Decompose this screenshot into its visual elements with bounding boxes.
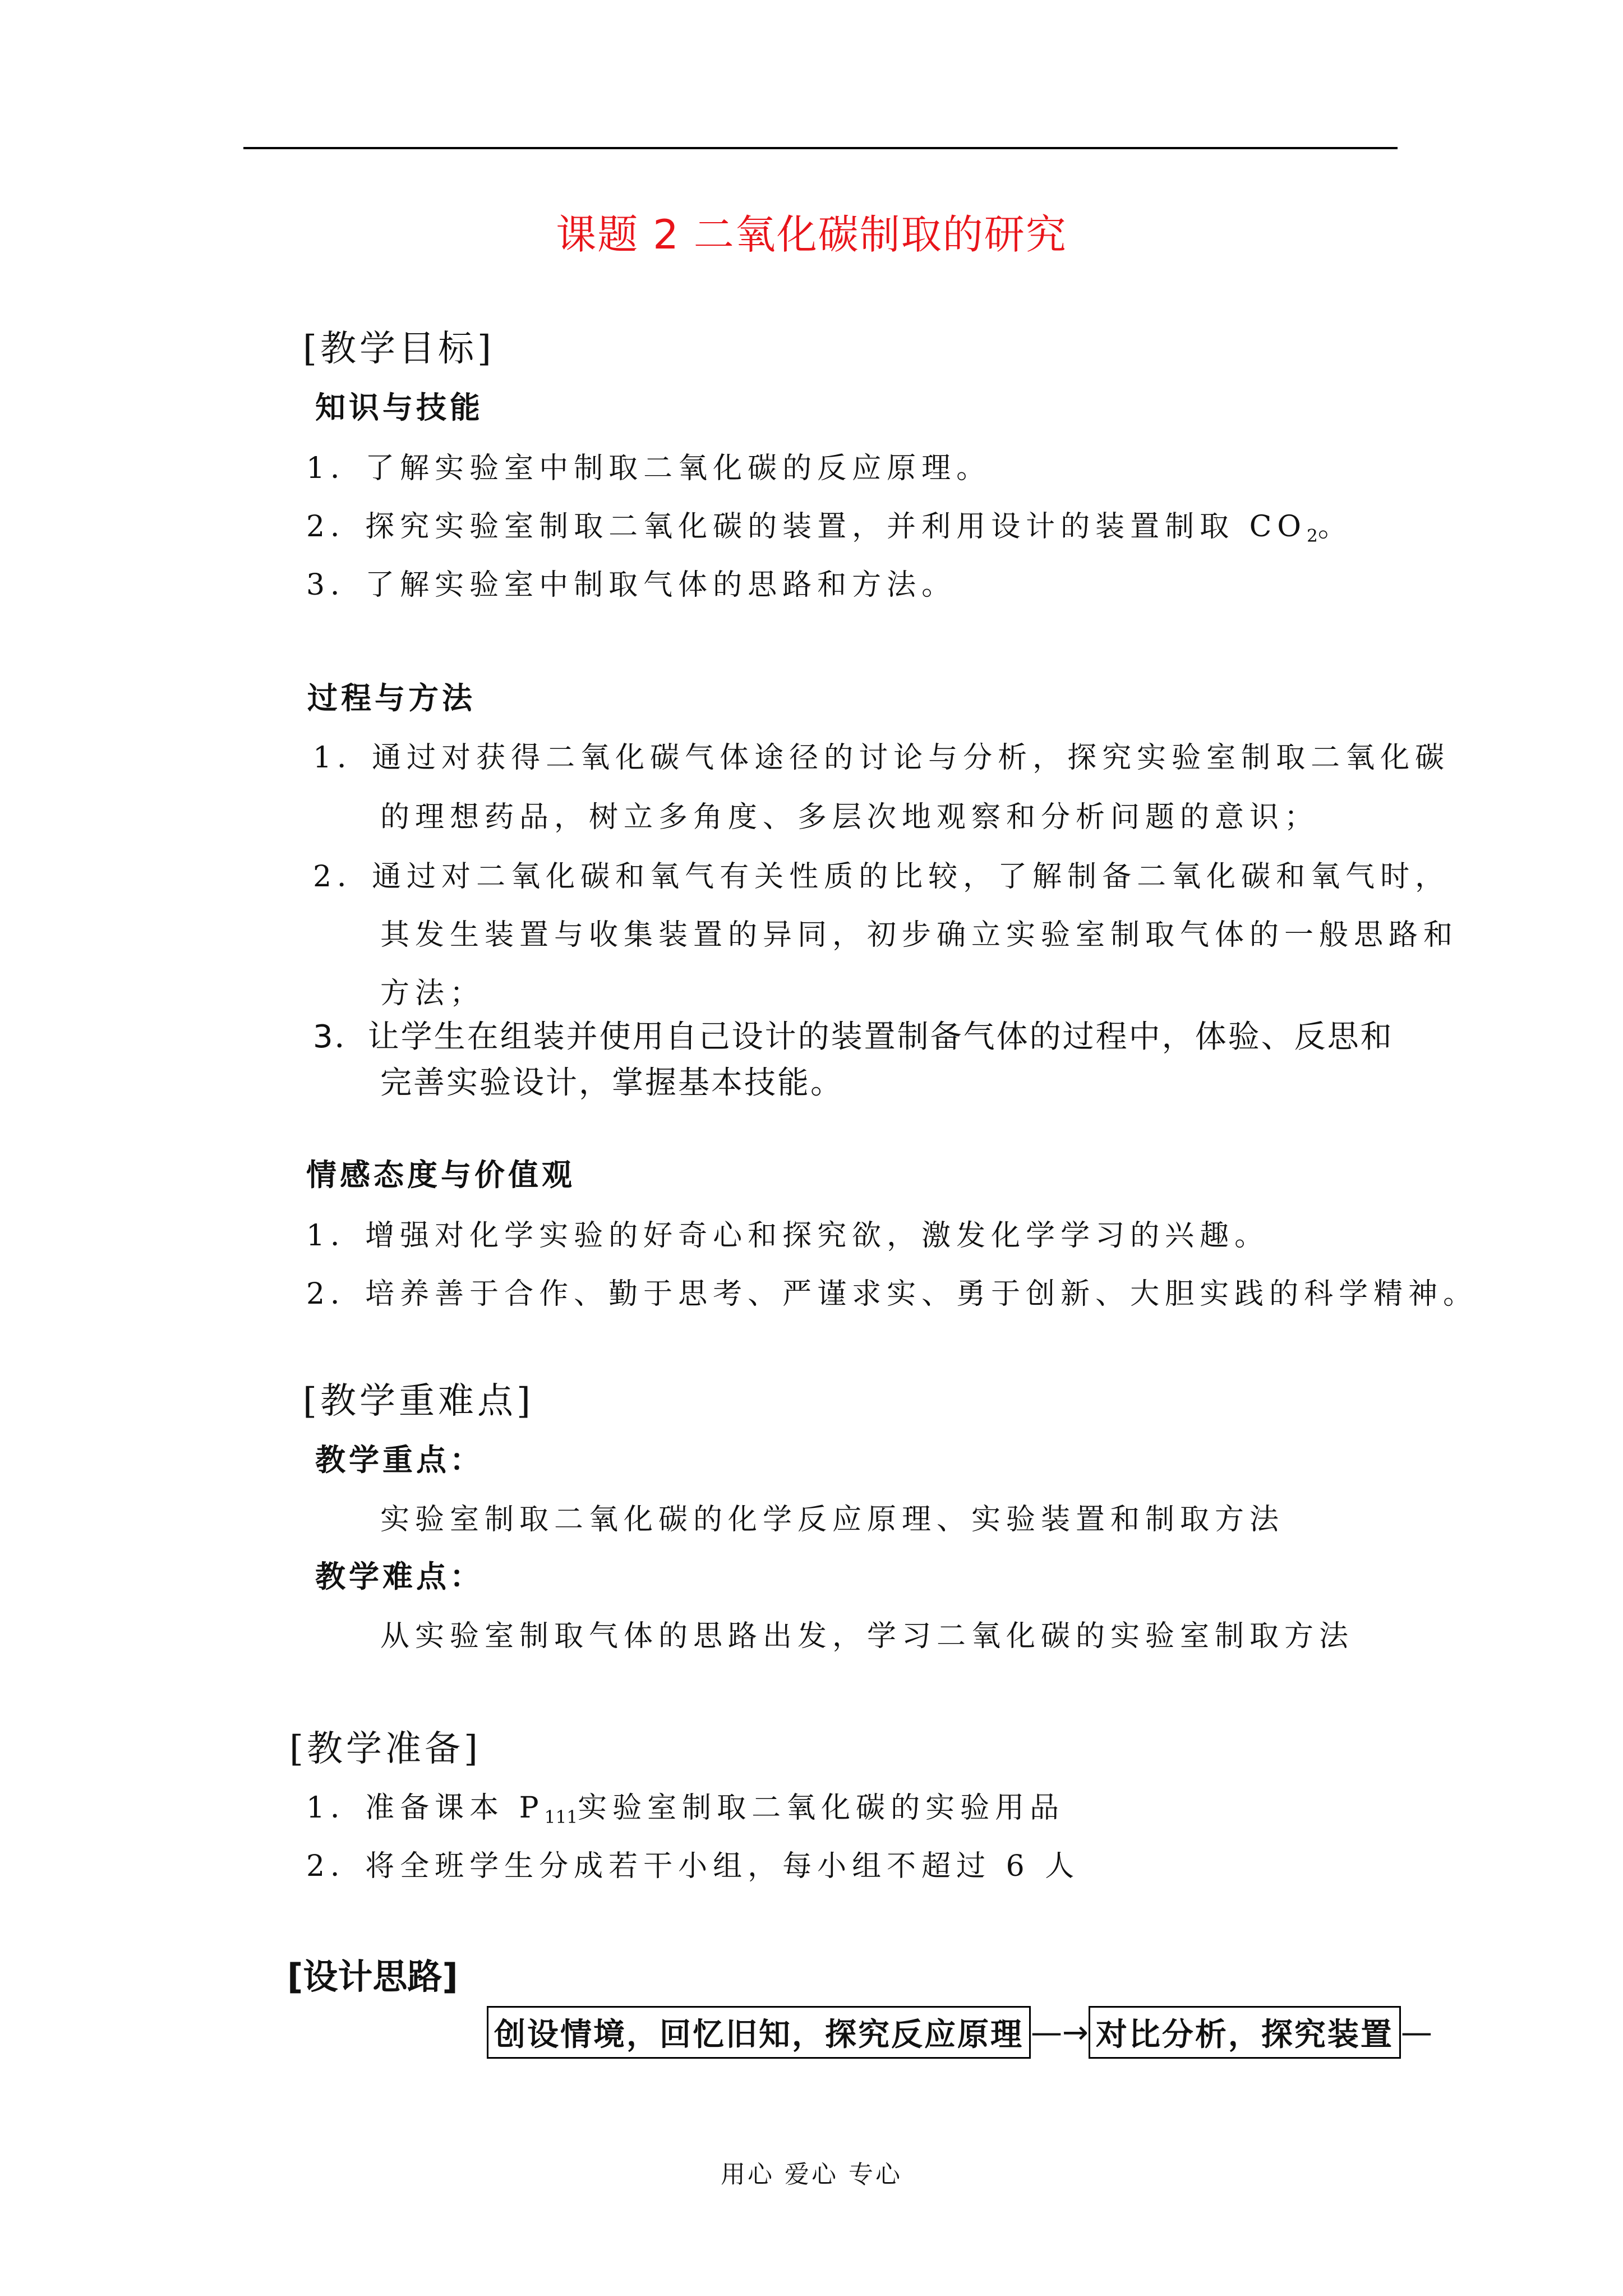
page-footer: 用心 爱心 专心 [721, 2160, 902, 2189]
difficulty-text: 从实验室制取气体的思路出发，学习二氧化碳的实验室制取方法 [380, 1619, 1354, 1653]
header-rule [243, 147, 1398, 149]
process-item-2-line-1: 2．通过对二氧化碳和氧气有关性质的比较，了解制备二氧化碳和氧气时， [313, 860, 1450, 894]
page-subscript: 111 [544, 1807, 578, 1828]
focus-label: 教学重点： [315, 1442, 483, 1478]
design-flow [487, 2006, 1432, 2059]
flow-arrow-icon: —→ [1031, 2014, 1089, 2051]
focus-text: 实验室制取二氧化碳的化学反应原理、实验装置和制取方法 [380, 1503, 1285, 1536]
preparation-item-2: 2．将全班学生分成若干小组，每小组不超过 6 人 [306, 1849, 1080, 1883]
section-heading-design: [设计思路] [287, 1956, 458, 1997]
flow-step-2: 对比分析，探究装置 [1089, 2006, 1401, 2059]
section-heading-preparation: [教学准备] [289, 1728, 481, 1770]
flow-tail: — [1400, 2014, 1432, 2051]
page-title: 课题 2 二氧化碳制取的研究 [556, 211, 1067, 258]
knowledge-item-2: 2．探究实验室制取二氧化碳的装置，并利用设计的装置制取 $CO_2$。 [306, 510, 1353, 546]
flow-step-1: 创设情境，回忆旧知，探究反应原理 [487, 2006, 1031, 2059]
section-heading-key-points: [教学重难点] [303, 1381, 534, 1422]
process-item-1-line-2: 的理想药品，树立多角度、多层次地观察和分析问题的意识； [380, 800, 1320, 834]
knowledge-item-1: 1．了解实验室中制取二氧化碳的反应原理。 [306, 452, 992, 485]
process-item-2-line-3: 方法； [380, 977, 485, 1010]
subheading-process: 过程与方法 [307, 680, 476, 716]
subheading-knowledge: 知识与技能 [315, 389, 483, 425]
attitude-item-2: 2．培养善于合作、勤于思考、严谨求实、勇于创新、大胆实践的科学精神。 [306, 1277, 1478, 1311]
subheading-attitude: 情感态度与价值观 [306, 1157, 575, 1193]
co2-subscript: 2 [1307, 526, 1318, 546]
difficulty-label: 教学难点： [315, 1558, 483, 1594]
process-item-2-line-2: 其发生装置与收集装置的异同，初步确立实验室制取气体的一般思路和 [380, 918, 1459, 952]
attitude-item-1: 1．增强对化学实验的好奇心和探究欲，激发化学学习的兴趣。 [306, 1219, 1270, 1253]
section-heading-objectives: [教学目标] [303, 328, 495, 370]
process-item-1-line-1: 1．通过对获得二氧化碳气体途径的讨论与分析，探究实验室制取二氧化碳 [313, 741, 1450, 775]
knowledge-item-3: 3．了解实验室中制取气体的思路和方法。 [306, 568, 957, 602]
process-item-3-line-2: 完善实验设计，掌握基本技能。 [380, 1065, 843, 1101]
preparation-item-1: 1．准备课本 $P_{111}$实验室制取二氧化碳的实验用品 [306, 1791, 1065, 1828]
process-item-3-line-1: 3．让学生在组装并使用自己设计的装置制备气体的过程中，体验、反思和 [313, 1019, 1394, 1055]
